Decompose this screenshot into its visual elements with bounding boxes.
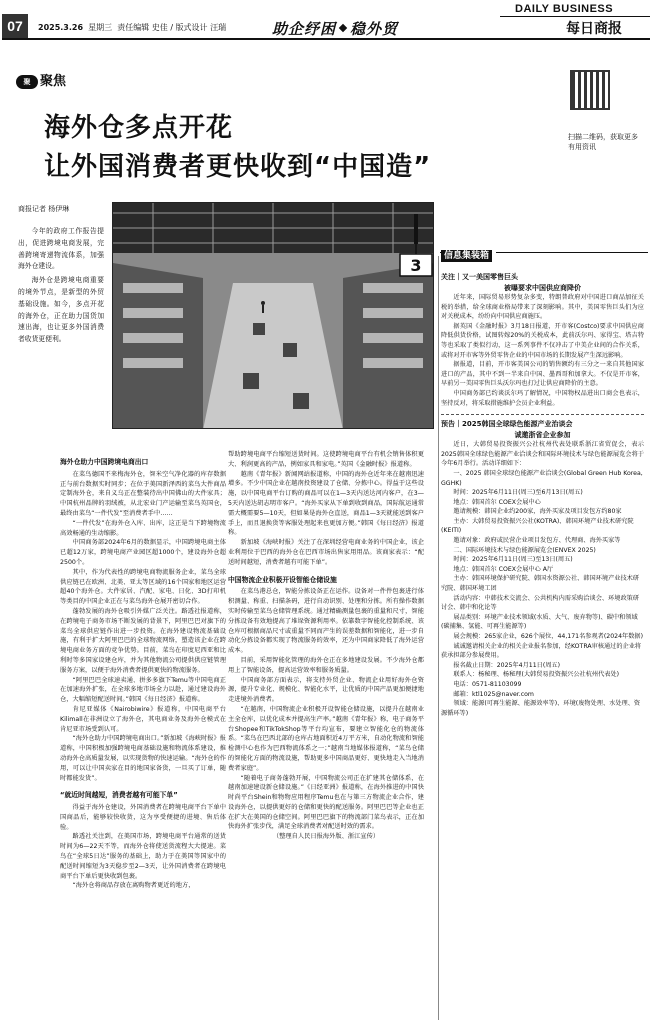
left-q2: 路透社关注到，在美国市场，跨境电商平台通常的送货时间为6—22天不等，而海外仓将使送货流程大大提速。菜鸟在“全球5日达”服务的基础上，助力于在美国等国家中的配送时间缩短为3天稳步至2—3天，让外国消费者在跨境电商平台下单后更快收到包裹。 [60, 833, 226, 880]
news1-p3: 据报道，目前，开市客美国公司的销售额约有三分之一来自其他国家进口的产品，其中不到一半来自中国、墨西哥和加拿大。不仅是开市客，早前另一美国零售巨头沃尔玛也打过让供应商降价的主意。 [441, 361, 644, 388]
mid-p2: 越南《青年报》新闻网站报道称，中国的海外仓近年来在越南迅速增多。不少中国企业在越南投资建设了仓储、分拣中心。得益于这些设施，以中国电商平台订购的商品可以在1—3天内送达河内客户，在3—5天内送达胡志明市客户。“海外买家从下单到收到商品，国际航运通常需大概需要5—10天，但如果是海外仓直送，商品1—3天就能送到客户手上，而且退换货等客服处理起来也更加方便。”韩国《每日经济》报道称。 [228, 470, 424, 537]
left-p6: “阿里巴巴全球速卖通、拼多多旗下Temu等中国电商正在加速海外扩张，在全球多地市场全力以赴，通过建设海外仓，大幅缩短配送时间。”韩国《每日经济》报道称。 [60, 676, 226, 704]
news1-subtitle: 被曝要求中国供应商降价 [504, 283, 581, 292]
warehouse-illustration [113, 203, 434, 429]
weekday: 星期三 [88, 23, 113, 32]
news2-item: 地点：韩国首尔 COEX会展中心 [453, 498, 541, 506]
mid-source: （整理自人民日报海外版、浙江宣传） [272, 833, 380, 841]
masthead-rule [500, 16, 650, 17]
slogan-b: 稳外贸 [350, 20, 399, 38]
mid-q3: 中国商务部方面表示，将支持外贸企业、物流企业用好海外仓资源，提升专业化、规模化、智能化水平，让优质的中国产品更加便捷地走进境外消费者。 [228, 676, 424, 704]
news2-item: 联系人：杨秘理、杨秘理(大韩贸易投资振兴公社杭州代表处) [453, 671, 620, 679]
paper-name: 每日商报 [566, 21, 622, 37]
mid-subhead: 中国物流企业积极开设智能仓储设施 [228, 575, 337, 584]
mid-q4: “在越南，中国物流企业积极开设智能仓储设施，以提升在越南业主全仓库，以优化成本并提高生产率。”越南《青年报》称，电子商务平台Shopee和TikTokShop等平台均宣布，要建立智能化仓的物流体系。“菜鸟在巴西北部的仓库占地面积近4万平方米，自动化物流和智能检测中心也作为巴西物流体系之一；”越南当地媒体报道称，“菜鸟仓储的智能化方面的物流设施，帮助更多中国商品更好、更快地走入当地消费者家庭”。 [228, 705, 424, 772]
headline-line-1: 海外仓多点开花 [44, 113, 234, 143]
page-number: 07 [2, 14, 28, 38]
headline-line-2: 让外国消费者更快收到“中国造” [44, 152, 432, 182]
news2-item: 领域：能源(可再生能源、能源效率等)、环境(废物处理、水处理、资源循环等) [441, 700, 641, 717]
left-p3: 中国商务部2024年6月的数据显示，中国跨境电商主体已超12万家，跨境电商产业园区超1000个，建设海外仓超2500个。 [60, 539, 226, 566]
lead-p1: 今年的政府工作报告提出，促进跨境电商发展，完善跨境寄递物流体系，加强海外仓建设。 [18, 227, 104, 271]
news2-item: 电话：0571-81103099 [453, 680, 522, 688]
editor: 责任编辑 史佳 [117, 23, 168, 32]
right-column [441, 268, 644, 718]
news2-item: 时间：2025年6月11日(周三)至6月13日(周五) [453, 489, 583, 497]
qr-code[interactable] [570, 70, 610, 110]
info-container-tag [441, 248, 496, 261]
news2-item: 主办：韩国环境保护研究院、韩国水资源公社、韩国环境产业技术研究院、韩国环境工团 [441, 575, 640, 593]
header-rule [2, 38, 650, 40]
designer: 版式设计 汪瑞 [175, 23, 227, 32]
news2-item: 展品类别：环境产业技术领域(水质、大气、废弃物等)、碳中和领域(碳捕集、氢能、可再生能源等) [441, 613, 638, 631]
news2-item: 邀请规模：韩国企业约200家，海外买家及项目发包方约80家 [453, 508, 622, 516]
crane-icon [388, 214, 444, 280]
news2-item: 邮箱：ktl1025@naver.com [453, 690, 534, 698]
news2-item: 二、国际环境技术与绿色能源展览会(ENVEX 2025) [453, 546, 596, 554]
mid-q2: 目前，采用智能化管理的海外仓正在多地建设发展。不少海外仓都用上了智能设备，提高运营效率和服务质量。 [228, 656, 424, 674]
news2-item: 地点：韩国首尔 COEX会展中心 A厅 [453, 565, 554, 573]
mid-q1: 在菜鸟港总仓，智能分拣设备正在运作。设备对一件件包裹进行体积测量、称重、扫描条码，进行自动识别、处理和分拣。所有操作数据实时传输至菜鸟仓储管理系统。通过精确测量包裹的重量和尺寸，智能分拣设备有效地提高了堆垛资源利用率。依靠数字智能化控制系统、该仓库可根据商品尺寸或重量不同而产生的误差数据和智能化，进一步自动化分拣设备都实现了物流服务的效率，还为中国商家降低了海外运营成本。 [228, 588, 424, 655]
left-subhead-1: 海外仓助力中国跨境电商出口 [60, 458, 149, 466]
left-subhead-2: “就近时间越短，消费者越有可能下单” [60, 791, 178, 800]
left-p8: “海外仓助力中国跨境电商出口。”新加坡《海峡时报》报道称，中国积极加强跨境电商基础设施和物流体系建设，推动海外仓高质量发展，以实现货物的快速运输。“海外仓的作用，可以让中国卖家在目的地国家备货，一旦买了订单，随时都能发货”。 [60, 735, 226, 782]
left-q3: “海外仓将商品存放在离购物者更近的地方， [72, 882, 195, 890]
slogan-a: 助企纾困 [272, 20, 337, 38]
news2-subtitle: 诚邀浙省企业参加 [514, 430, 571, 439]
mid-q5: “随着电子商务蓬勃开展，中国物流公司正在扩建其仓储体系，在越南加速建设新仓储设施。”《日经亚洲》报道称，在海外推进的中国快时尚平台Shein和物物应用程序Temu也在与第三方物流企业合作，建设海外仓，以提供更好的仓储和更快的配送服务。阿里巴巴等企业也正在扩大在美国的仓储空间。阿里巴巴旗下的物流部门菜鸟表示，正在加快海外扩张步伐，满足全球消费者对配送时效的需求。 [228, 774, 424, 831]
news2-item: 主办：大韩贸易投资振兴公社(KOTRA)、韩国环境产业技术研究院(KEITI) [441, 517, 634, 535]
issue-date: 2025.3.26 [38, 23, 84, 32]
middle-column [228, 450, 424, 842]
section-badge: 聚 [16, 75, 38, 89]
slogan-separator [339, 24, 347, 32]
news2-title: 预告｜2025韩国全球绿色能源产业治谈会 [441, 420, 573, 429]
news2-item: 邀请对象：政府或民营企业项目发包方、代理商、海外买家等 [453, 537, 621, 545]
news1-p4: 中国商务部已约谈沃尔玛了解情况，中国物权品进出口商会也表示，坚持反对，将采取措施维护会员企业利益。 [441, 389, 644, 407]
mid-p1: 帮助跨境电商平台缩短送货时间。这使跨境电商平台有机会销售体积更大、利润更高的产品，例如家具和家电。”英国《金融时报》报道称。 [228, 451, 424, 468]
qr-caption: 扫描二维码，获取更多有用资讯 [568, 133, 638, 151]
left-p5: 蓬勃发展的海外仓吸引外媒广泛关注。路透社报道称，在跨境电子商务市场不断发展的背景下，阿里巴巴对旗下的菜鸟全球供应链作出进一步投资。在海外建设物流基础设施，有利于扩大阿里巴巴的全球物流网络，塑造该企业在跨境电商业务方面的竞争优势。目前，菜鸟在印度尼西亚和比利时等多国家设建仓库，并为其他物流公司提供供应链管理服务方案，以便于海外消费者提供更快的物流服务。 [60, 607, 226, 674]
news1-title: 关注｜又一美国零售巨头 [441, 273, 518, 281]
right-separator [441, 414, 644, 415]
news2-item: 诚诚邀请相关企业的相关企业报名参加，经KOTRA审核通过的企业将获承担部分参展费用。 [441, 642, 642, 660]
left-p1: 在菜鸟德国不来梅海外仓，智米空气净化器的库存数据正与前台数据实时同步；在位于美国新泽西的菜鸟大件商品定制海外仓，来自义乌正在整装待出中国佛山的大件家具；中国杭州品牌的羽绒被，从北宏业门产运输至菜鸟英国仓，最终由菜鸟“一件代发”至消费者手中…… [60, 470, 226, 517]
svg-text:3: 3 [410, 256, 422, 275]
news1-p2: 据英国《金融时报》3月18日报道，开市客(Costco)要求中国供应商降低供货价格，试图转嫁20%的关税成本，此前沃尔玛、家得宝、塔吉特等也采取了类似行动，这一系列事件不仅冲击了中美企业间的合作关系，或将对开市客等外贸零售企业的中国市场的长期发展产生深远影响。 [441, 322, 644, 359]
left-column [60, 450, 226, 891]
news2-item: 展会规模：265家企业，626个展位，44,171名参观者(2024年数据) [453, 633, 643, 640]
info-tag-label: 信息集装箱 [441, 250, 492, 262]
lead-p2: 海外仓是跨境电商重要的境外节点，是新型的外贸基础设施。如今，多点开花的海外仓，正在助力国货加速出海，也让更多外国消费者收货更便利。 [18, 276, 104, 344]
news2-item: 时间：2025年6月11日(周三)至13日(周五) [453, 556, 573, 564]
news2-item: 一、2025 韩国全球绿色能源产业洽谈会(Global Green Hub Korea, GGHK) [441, 469, 643, 487]
slogan [272, 18, 398, 39]
left-p7: 肯尼亚媒体《Nairobiwire》报道称，中国电商平台Kilimall在非洲设立了海外仓，其电商业务及海外仓模式在肯尼亚市场受到认可。 [60, 705, 226, 733]
left-p4: 其中，作为代表性的跨境电商物流服务企业，菜鸟全球供应链已在欧洲、北美、亚太等区域的16个国家和地区运营超40个海外仓。大件家居、汽配、家电、日化、3D打印机等类目的中国企业正在与菜鸟海外仓展开密切合作。 [60, 568, 226, 606]
byline: 商报记者 杨伊琳 [18, 205, 70, 213]
news1-p1: 近年来，国际贸易形势复杂多变，特朗普政府对中国进口商品加征关税的举措，给全球商业格局带来了深刻影响。其中，美国零售巨头们为应对关税成本，纷纷向中国供应商施压。 [441, 294, 644, 321]
section-name: 聚焦 [40, 74, 67, 89]
news2-intro: 近日，大韩贸易投资振兴公社杭州代表处联系浙江省贸促会，表示2025韩国全球绿色能源产业洽谈会和国际环境技术与绿色能源展览会将于今年6月举行。活动详细如下： [441, 441, 644, 468]
news2-item: 活动内容：中韩技术交流会、公共机构内需采购洽谈会、环境政策研讨会、韩中和化论等 [441, 594, 640, 612]
left-q1: 得益于海外仓建设，外国消费者在跨境电商平台下单中国商品后，能够较快收货，这为享受便捷的进境、售后体验。 [60, 804, 226, 831]
left-p2: “一件代发”在海外仓入库、出库，这正是当下跨境物流高效畅通的生动缩影。 [60, 519, 226, 537]
news2-item: 报名截止日期：2025年4月11日(周五) [453, 661, 561, 669]
mid-p3: 新加坡《海峡时报》关注了在深圳经营电商业务的中国企业，该企业利用位于巴西的海外仓在巴西市场出售家用用品。该商家表示：“配送时间越短，消费者越有可能下单”。 [228, 539, 424, 566]
column-divider [438, 256, 439, 1020]
header-info: 2025.3.26 星期三 责任编辑 史佳 / 版式设计 汪瑞 [38, 23, 227, 32]
lead-paragraphs [18, 226, 104, 348]
daily-business-label: DAILY BUSINESS [515, 3, 614, 15]
warehouse-photo [112, 202, 434, 429]
